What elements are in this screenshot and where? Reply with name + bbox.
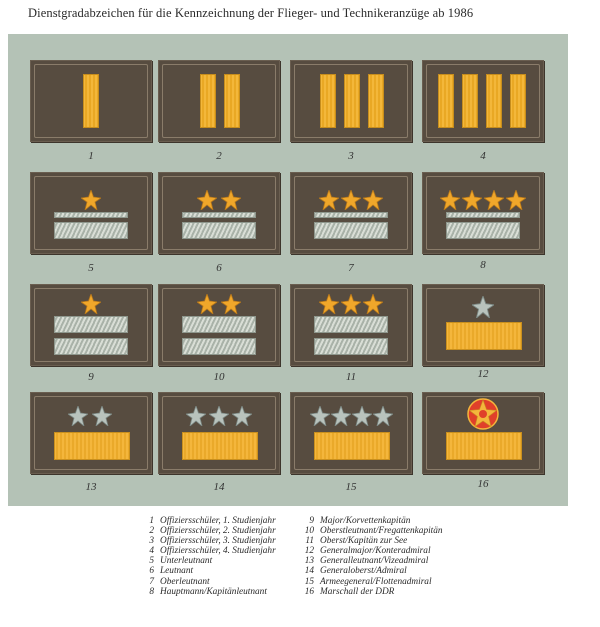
legend-item: 6 Leutnant <box>149 566 194 577</box>
gold-bar <box>314 432 390 460</box>
gold-star-icon <box>462 190 482 210</box>
gold-star-icon <box>319 294 339 314</box>
badge-number: 11 <box>345 371 357 383</box>
gold-stripe <box>344 74 360 128</box>
gold-stripe <box>320 74 336 128</box>
badge-14 <box>158 392 280 474</box>
badge-number: 10 <box>213 371 225 383</box>
badge-number: 5 <box>88 262 94 274</box>
gold-star-icon <box>221 190 241 210</box>
gold-star-icon <box>319 190 339 210</box>
gold-star-icon <box>341 294 361 314</box>
legend-item: 4 Offiziersschüler, 4. Studienjahr <box>149 546 276 557</box>
badge-number: 12 <box>477 368 489 380</box>
silver-star-icon <box>92 406 112 426</box>
badge-16 <box>422 392 544 474</box>
silver-braid <box>182 222 256 239</box>
badge-15 <box>290 392 412 474</box>
silver-braid <box>314 338 388 355</box>
gold-star-icon <box>341 190 361 210</box>
badge-number: 13 <box>85 481 97 493</box>
legend-left <box>140 516 276 597</box>
badge-number: 4 <box>480 150 486 162</box>
badge-number: 16 <box>477 478 489 490</box>
silver-braid <box>54 316 128 333</box>
silver-star-icon <box>331 406 351 426</box>
legend-item: 7 Oberleutnant <box>149 576 210 587</box>
silver-star-icon <box>209 406 229 426</box>
badge-number: 15 <box>345 481 357 493</box>
silver-star-icon <box>232 406 252 426</box>
badge-number: 7 <box>348 262 354 274</box>
badge-7 <box>290 172 412 254</box>
gold-stripe <box>83 74 99 128</box>
badge-11 <box>290 284 412 366</box>
badge-number: 9 <box>88 371 94 383</box>
legend-item: 5 Unterleutnant <box>149 556 213 567</box>
badge-5 <box>30 172 152 254</box>
gold-stripe <box>462 74 478 128</box>
silver-braid <box>182 338 256 355</box>
legend-item: 14 Generaloberst/Admiral <box>304 566 407 577</box>
gold-stripe <box>510 74 526 128</box>
gold-star-icon <box>197 190 217 210</box>
gold-star-icon <box>221 294 241 314</box>
silver-braid <box>182 316 256 333</box>
badge-13 <box>30 392 152 474</box>
gold-bar <box>182 432 258 460</box>
legend-item: 12 Generalmajor/Konteradmiral <box>304 546 431 557</box>
badge-8 <box>422 172 544 254</box>
legend-item: 1 Offiziersschüler, 1. Studienjahr <box>149 516 276 526</box>
gold-bar <box>446 322 522 350</box>
gold-stripe <box>368 74 384 128</box>
silver-braid <box>314 316 388 333</box>
silver-braid <box>314 222 388 239</box>
badge-1 <box>30 60 152 142</box>
badge-plate <box>8 34 568 506</box>
badge-10 <box>158 284 280 366</box>
gold-star-icon <box>363 294 383 314</box>
gold-star-icon <box>440 190 460 210</box>
legend-right <box>300 516 443 597</box>
badge-2 <box>158 60 280 142</box>
silver-star-icon <box>352 406 372 426</box>
silver-braid <box>182 212 256 218</box>
legend-item: 13 Generalleutnant/Vizeadmiral <box>304 556 429 567</box>
silver-star-icon <box>68 406 88 426</box>
gold-stripe <box>486 74 502 128</box>
badge-number: 3 <box>348 150 354 162</box>
legend-item: 3 Offiziersschüler, 3. Studienjahr <box>149 536 276 547</box>
badge-number: 6 <box>216 262 222 274</box>
gold-stripe <box>200 74 216 128</box>
badge-number: 2 <box>216 150 222 162</box>
legend-item: 10 Oberstleutnant/Fregattenkapitän <box>304 526 443 537</box>
gold-star-icon <box>506 190 526 210</box>
badge-number: 14 <box>213 481 225 493</box>
legend-item: 11 Oberst/Kapitän zur See <box>305 536 408 547</box>
legend-item: 16 Marschall der DDR <box>304 586 395 597</box>
badge-3 <box>290 60 412 142</box>
badge-4 <box>422 60 544 142</box>
gold-star-icon <box>81 190 101 210</box>
page-title: Dienstgradabzeichen für die Kennzeichnung der Flieger- und Technikeranzüge ab 1986 <box>28 6 474 20</box>
silver-braid <box>54 222 128 239</box>
silver-braid <box>446 212 520 218</box>
badge-number: 1 <box>88 150 94 162</box>
silver-braid <box>54 212 128 218</box>
legend-item: 15 Armeegeneral/Flottenadmiral <box>304 576 432 587</box>
marshal-star-icon <box>467 398 499 430</box>
badge-number: 8 <box>480 259 486 271</box>
badge-12 <box>422 284 544 366</box>
gold-star-icon <box>81 294 101 314</box>
silver-star-icon <box>472 296 494 318</box>
silver-braid <box>54 338 128 355</box>
silver-star-icon <box>186 406 206 426</box>
silver-braid <box>446 222 520 239</box>
gold-star-icon <box>363 190 383 210</box>
gold-star-icon <box>484 190 504 210</box>
badge-6 <box>158 172 280 254</box>
legend-item: 8 Hauptmann/Kapitänleutnant <box>149 586 267 597</box>
gold-stripe <box>224 74 240 128</box>
gold-stripe <box>438 74 454 128</box>
legend-item: 2 Offiziersschüler, 2. Studienjahr <box>149 526 276 537</box>
gold-bar <box>54 432 130 460</box>
legend-item: 9 Major/Korvettenkapitän <box>309 516 411 526</box>
silver-braid <box>314 212 388 218</box>
silver-star-icon <box>310 406 330 426</box>
gold-star-icon <box>197 294 217 314</box>
badge-9 <box>30 284 152 366</box>
silver-star-icon <box>373 406 393 426</box>
gold-bar <box>446 432 522 460</box>
